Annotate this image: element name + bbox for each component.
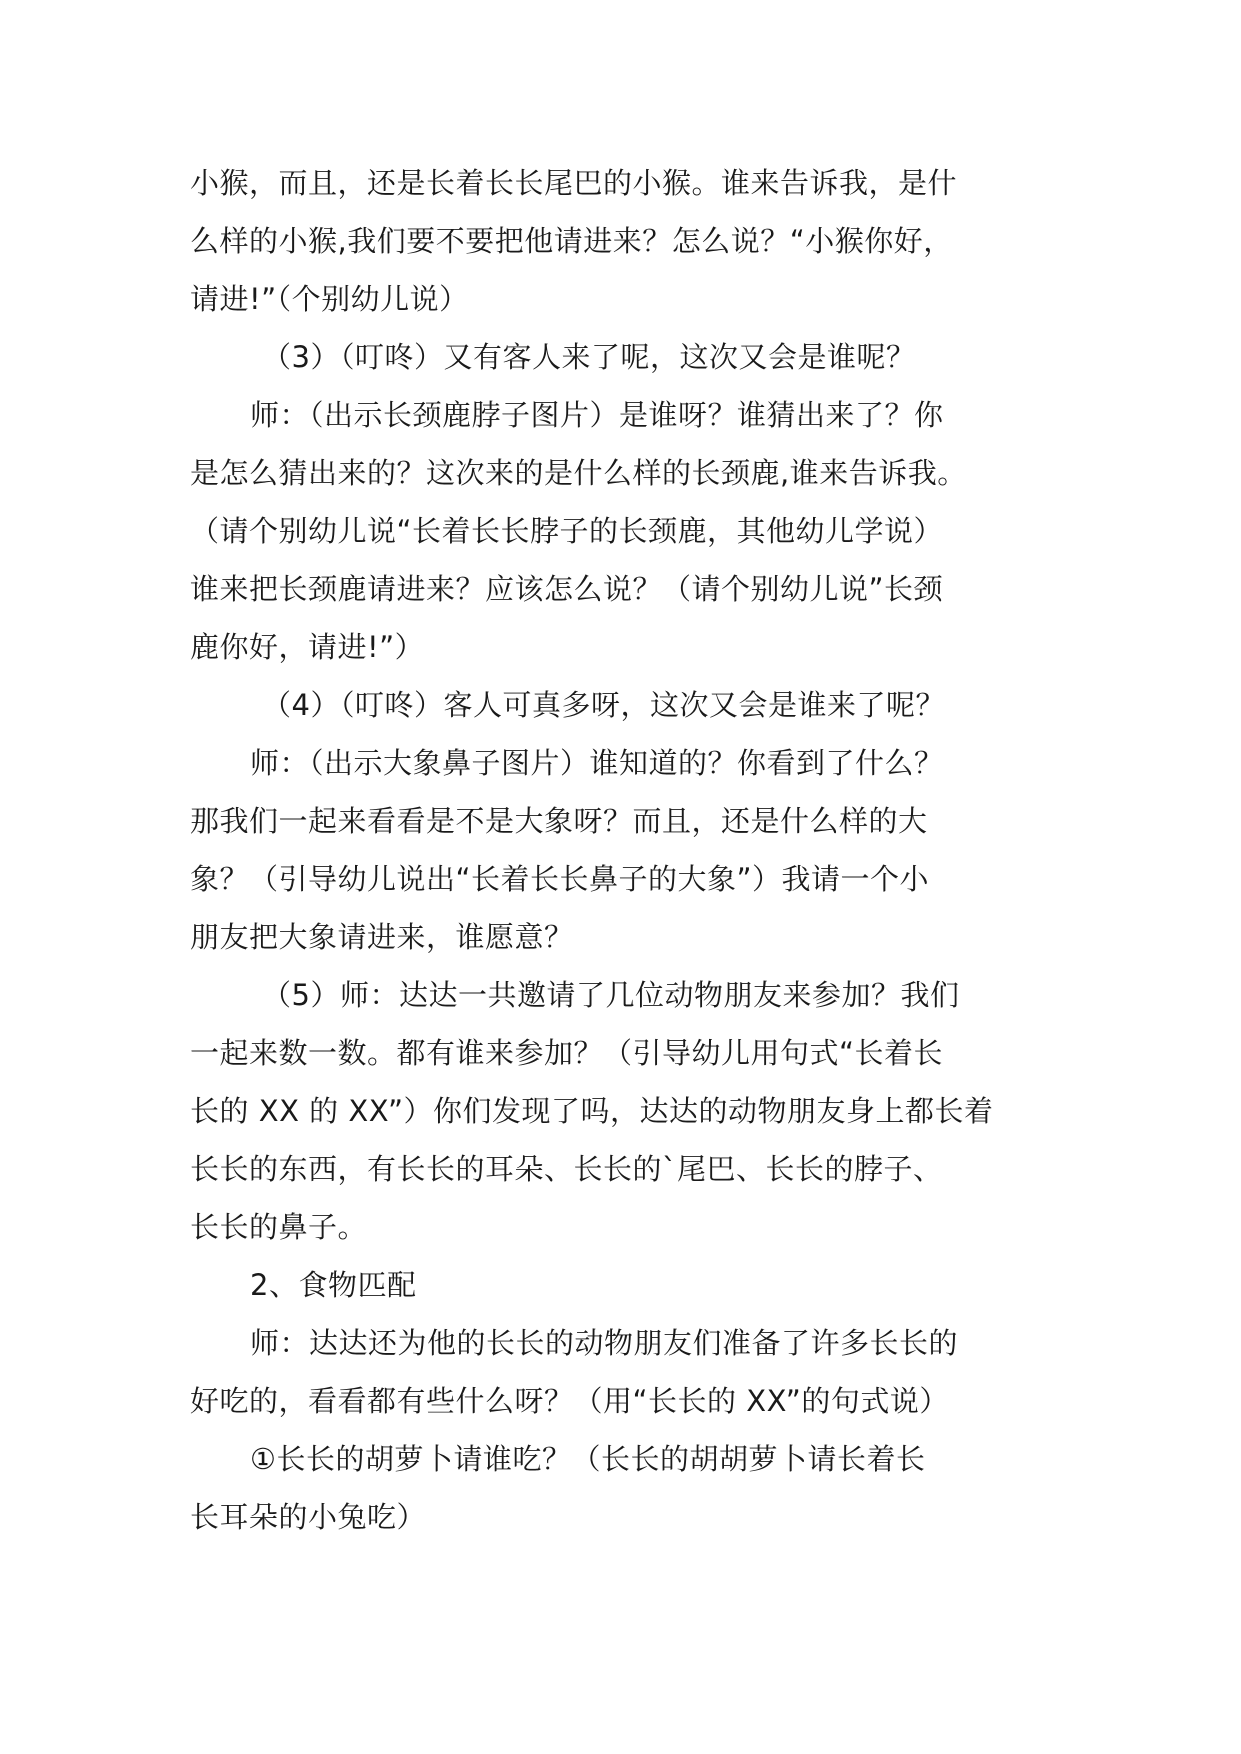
text-line-7: （请个别幼儿说“长着长长脖子的长颈鹿，其他幼儿学说） xyxy=(190,514,944,548)
text-line-24: 长耳朵的小兔吃） xyxy=(190,1500,427,1534)
text-line-13: 象？（引导幼儿说出“长着长长鼻子的大象”）我请一个小 xyxy=(190,862,930,896)
text-line-16: 一起来数一数。都有谁来参加？（引导幼儿用句式“长着长 xyxy=(190,1036,944,1070)
text-line-2: 么样的小猴,我们要不要把他请进来？怎么说？“小猴你好， xyxy=(190,224,953,258)
text-line-4: （3）（叮咚）又有客人来了呢，这次又会是谁呢？ xyxy=(262,340,916,374)
text-line-3: 请进!”（个别幼儿说） xyxy=(190,282,469,316)
text-line-19: 长长的鼻子。 xyxy=(190,1210,368,1244)
text-line-20: 2、食物匹配 xyxy=(250,1268,417,1302)
text-line-12: 那我们一起来看看是不是大象呀？而且，还是什么样的大 xyxy=(190,804,928,838)
text-line-8: 谁来把长颈鹿请进来？应该怎么说？（请个别幼儿说”长颈 xyxy=(190,572,944,606)
text-line-21: 师：达达还为他的长长的动物朋友们准备了许多长长的 xyxy=(250,1326,959,1360)
text-line-22: 好吃的，看看都有些什么呀？（用“长长的 XX”的句式说） xyxy=(190,1384,949,1418)
text-line-10: （4）（叮咚）客人可真多呀，这次又会是谁来了呢？ xyxy=(262,688,945,722)
text-line-11: 师：（出示大象鼻子图片）谁知道的？你看到了什么？ xyxy=(250,746,944,780)
text-line-23: ①长长的胡萝卜请谁吃？（长长的胡胡萝卜请长着长 xyxy=(250,1442,926,1476)
text-line-9: 鹿你好，请进!”） xyxy=(190,630,425,664)
text-line-1: 小猴，而且，还是长着长长尾巴的小猴。谁来告诉我，是什 xyxy=(190,166,958,200)
text-line-17: 长的 XX 的 XX”）你们发现了吗，达达的动物朋友身上都长着 xyxy=(190,1094,994,1128)
text-line-6: 是怎么猜出来的？这次来的是什么样的长颈鹿,谁来告诉我。 xyxy=(190,456,967,490)
text-line-15: （5）师：达达一共邀请了几位动物朋友来参加？我们 xyxy=(262,978,960,1012)
text-line-14: 朋友把大象请进来，谁愿意？ xyxy=(190,920,574,954)
text-line-18: 长长的东西，有长长的耳朵、长长的`尾巴、长长的脖子、 xyxy=(190,1152,943,1186)
text-line-5: 师：（出示长颈鹿脖子图片）是谁呀？谁猜出来了？你 xyxy=(250,398,944,432)
